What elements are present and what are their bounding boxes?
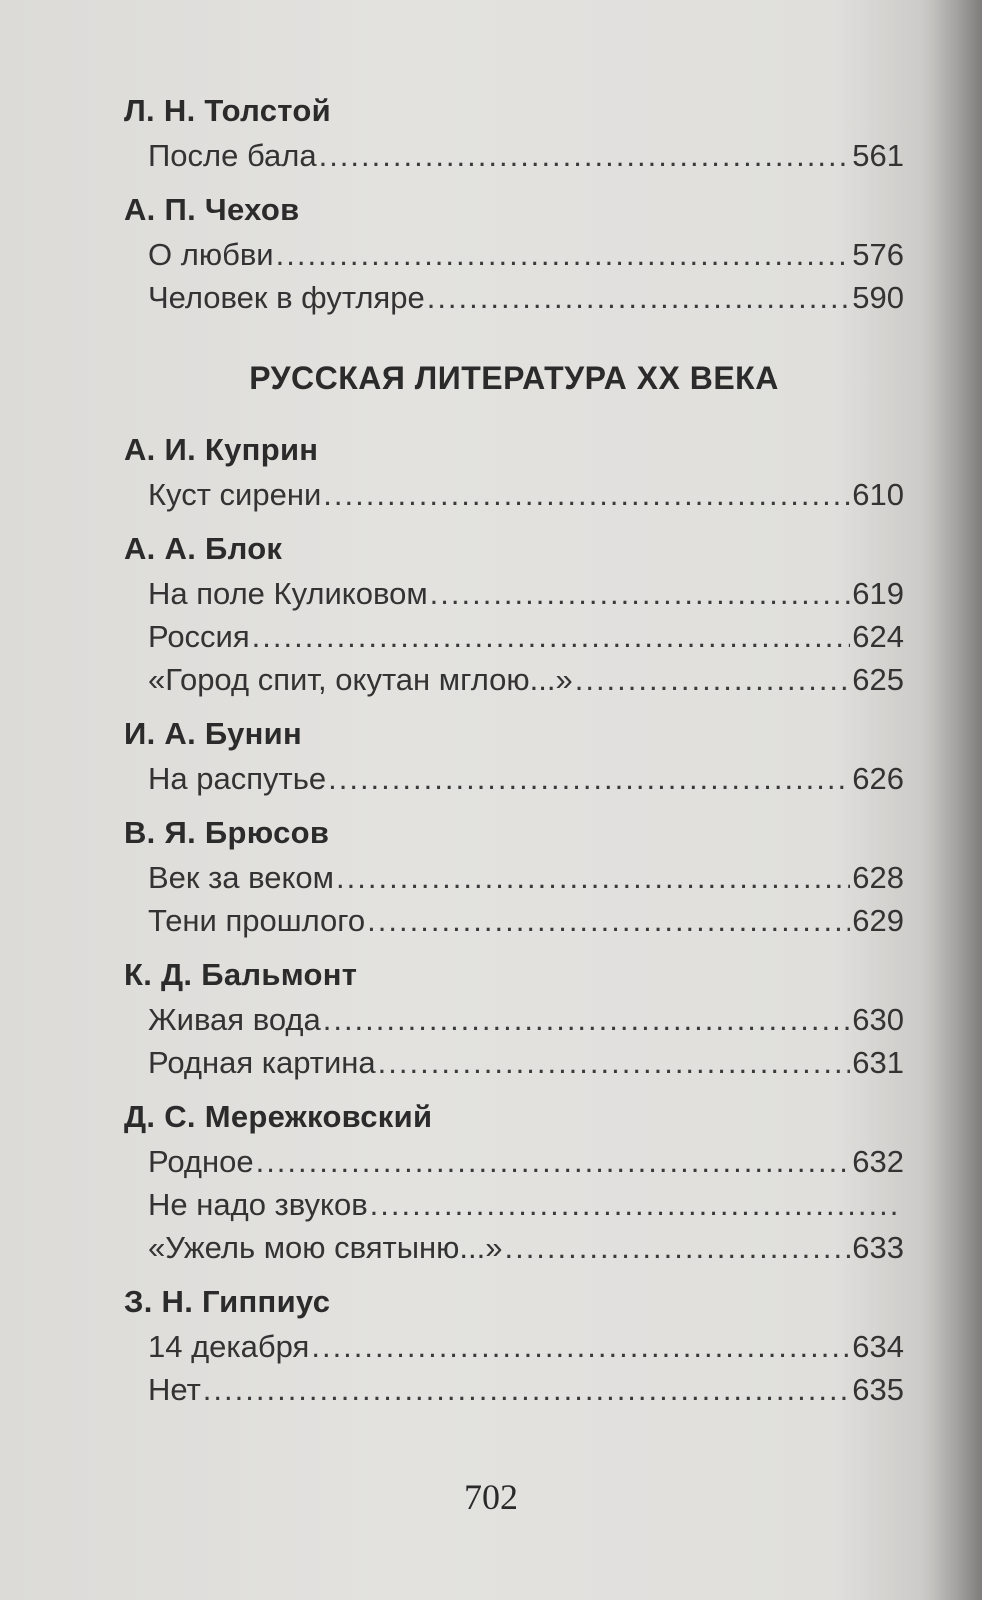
entry-title: 14 декабря	[148, 1329, 310, 1364]
entry-title: Тени прошлого	[148, 903, 366, 938]
author-name: К. Д. Бальмонт	[124, 957, 358, 992]
author-name: Д. С. Мережковский	[124, 1099, 433, 1134]
author-name: А. А. Блок	[124, 531, 283, 566]
entry-page-number: 635	[852, 1372, 904, 1407]
author-block	[124, 810, 904, 942]
entry-page-number: 590	[852, 280, 904, 315]
entry-title: Родное	[148, 1144, 254, 1179]
author-block	[124, 1094, 904, 1269]
author-block	[124, 1279, 904, 1411]
toc-entry	[148, 615, 904, 658]
entry-page-number: 619	[852, 576, 904, 611]
toc-entry	[148, 473, 904, 516]
author-name: И. А. Бунин	[124, 716, 303, 751]
entry-title: Нет	[148, 1372, 201, 1407]
entry-title: После бала	[148, 138, 317, 173]
toc-part-2	[124, 427, 904, 1411]
dot-leader	[367, 899, 850, 942]
toc-entry	[148, 899, 904, 942]
section-title: РУССКАЯ ЛИТЕРАТУРА XX ВЕКА	[249, 360, 779, 396]
author-block	[124, 187, 904, 319]
author-name: А. И. Куприн	[124, 432, 319, 467]
entry-title: На распутье	[148, 761, 327, 796]
dot-leader	[575, 658, 851, 701]
entry-page-number: 576	[852, 237, 904, 272]
dot-leader	[203, 1368, 850, 1411]
author-name: З. Н. Гиппиус	[124, 1284, 331, 1319]
dot-leader	[370, 1183, 902, 1226]
toc-entry	[148, 856, 904, 899]
table-of-contents	[124, 88, 904, 1411]
entry-title: На поле Куликовом	[148, 576, 428, 611]
entry-page-number: 630	[852, 1002, 904, 1037]
toc-part-1	[124, 88, 904, 319]
entry-page-number: 631	[852, 1045, 904, 1080]
dot-leader	[378, 1041, 851, 1084]
dot-leader	[252, 615, 851, 658]
toc-entry	[148, 233, 904, 276]
author-name: В. Я. Брюсов	[124, 815, 330, 850]
toc-entry	[148, 572, 904, 615]
dot-leader	[336, 856, 850, 899]
author-name: А. П. Чехов	[124, 192, 300, 227]
toc-entry	[148, 658, 904, 701]
entry-page-number: 625	[852, 662, 904, 697]
entry-title: Не надо звуков	[148, 1187, 368, 1222]
dot-leader	[311, 1325, 850, 1368]
dot-leader	[504, 1226, 850, 1269]
entry-title: «Город спит, окутан мглою...»	[148, 662, 573, 697]
author-block	[124, 88, 904, 177]
entry-page-number: 632	[852, 1144, 904, 1179]
author-block	[124, 427, 904, 516]
toc-entry	[148, 1325, 904, 1368]
dot-leader	[319, 134, 851, 177]
entry-page-number: 629	[852, 903, 904, 938]
toc-entry	[148, 134, 904, 177]
page-number: 702	[464, 1477, 518, 1517]
toc-entry	[148, 1368, 904, 1411]
toc-entry	[148, 1041, 904, 1084]
toc-entry	[148, 998, 904, 1041]
entry-page-number: 610	[852, 477, 904, 512]
binding-shadow	[922, 0, 982, 1600]
entry-title: Куст сирени	[148, 477, 322, 512]
author-name: Л. Н. Толстой	[124, 93, 331, 128]
toc-entry	[148, 757, 904, 800]
entry-page-number: 633	[852, 1230, 904, 1265]
entry-title: Живая вода	[148, 1002, 321, 1037]
dot-leader	[427, 276, 851, 319]
entry-page-number: 624	[852, 619, 904, 654]
toc-entry	[148, 1226, 904, 1269]
toc-entry	[148, 1183, 904, 1226]
author-block	[124, 711, 904, 800]
toc-entry	[148, 1140, 904, 1183]
entry-title: Век за веком	[148, 860, 334, 895]
entry-title: Родная картина	[148, 1045, 376, 1080]
author-block	[124, 952, 904, 1084]
dot-leader	[323, 473, 850, 516]
toc-entry	[148, 276, 904, 319]
entry-title: О любви	[148, 237, 274, 272]
dot-leader	[276, 233, 851, 276]
entry-title: Россия	[148, 619, 250, 654]
entry-title: «Ужель мою святыню...»	[148, 1230, 503, 1265]
entry-page-number: 561	[852, 138, 904, 173]
dot-leader	[323, 998, 851, 1041]
entry-page-number: 634	[852, 1329, 904, 1364]
dot-leader	[256, 1140, 851, 1183]
author-block	[124, 526, 904, 701]
entry-page-number: 626	[852, 761, 904, 796]
dot-leader	[328, 757, 850, 800]
entry-title: Человек в футляре	[148, 280, 425, 315]
entry-page-number: 628	[852, 860, 904, 895]
dot-leader	[430, 572, 851, 615]
